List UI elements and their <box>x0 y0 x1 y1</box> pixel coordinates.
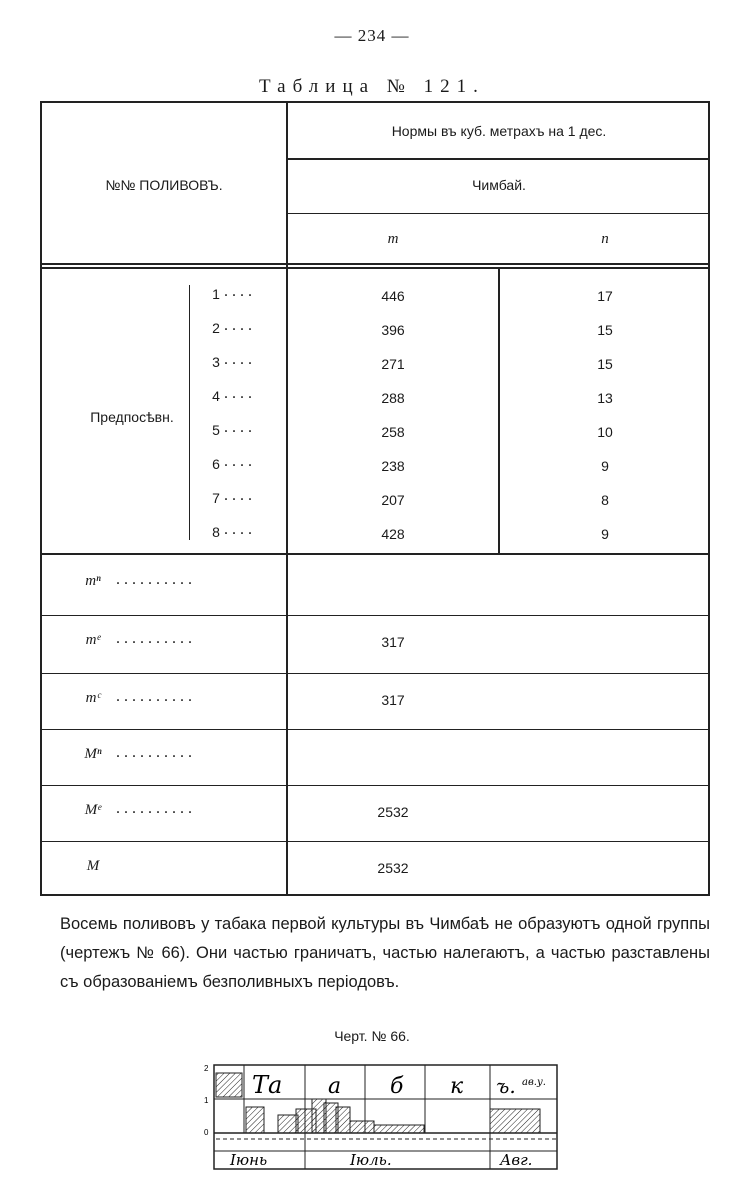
cell-m: 271 <box>381 356 405 372</box>
row-dots: .... <box>224 283 256 300</box>
summary-label: mᵉ <box>85 632 101 648</box>
month-label: Авг. <box>500 1151 533 1169</box>
summary-value: 2532 <box>377 804 409 820</box>
cell-n: 13 <box>597 390 613 406</box>
body-paragraph: Восемь поливовъ у табака первой культуры въ Чимбаѣ не образуютъ одной группы (чертежъ № 66). Они частью граничатъ, частью налегаютъ, а частью разставлены съ образованіемъ безполивныхъ періодовъ. <box>60 915 710 991</box>
summary-dots: .......... <box>116 688 196 705</box>
cell-m: 428 <box>381 526 405 542</box>
header-norms: Нормы въ куб. метрахъ на 1 дес. <box>391 123 607 139</box>
cell-n: 17 <box>597 288 613 304</box>
figure-hand-label: ав.у. <box>522 1077 546 1088</box>
cell-m: 258 <box>381 424 405 440</box>
header-col-m: m <box>387 231 399 247</box>
row-dots: .... <box>224 521 256 538</box>
figure-hand-label: б <box>390 1074 404 1099</box>
cell-n: 9 <box>601 526 609 542</box>
figure-hand-label: Та <box>252 1071 283 1099</box>
presowing-label: Предпосѣвн. <box>90 409 174 425</box>
irrigation-figure <box>200 1063 560 1173</box>
row-number: 6 <box>212 456 220 472</box>
irrigation-block <box>350 1121 374 1133</box>
brace-icon <box>189 285 196 540</box>
row-number: 2 <box>212 320 220 336</box>
cell-n: 15 <box>597 322 613 338</box>
summary-dots: .......... <box>116 630 196 647</box>
cell-m: 238 <box>381 458 405 474</box>
row-number: 8 <box>212 524 220 540</box>
page-number: — 234 — <box>334 26 410 45</box>
row-dots: .... <box>224 487 256 504</box>
data-table <box>40 101 710 896</box>
irrigation-block <box>216 1073 242 1097</box>
summary-dots: .......... <box>116 571 196 588</box>
cell-m: 207 <box>381 492 405 508</box>
summary-label: mᶜ <box>85 690 101 706</box>
row-dots: .... <box>224 419 256 436</box>
irrigation-block <box>336 1107 350 1133</box>
summary-dots: .......... <box>116 744 196 761</box>
summary-label: mⁿ <box>85 573 101 589</box>
row-number: 4 <box>212 388 220 404</box>
row-dots: .... <box>224 453 256 470</box>
irrigation-block <box>246 1107 264 1133</box>
summary-value: 317 <box>381 634 405 650</box>
cell-m: 288 <box>381 390 405 406</box>
cell-n: 8 <box>601 492 609 508</box>
axis-tick: 0 <box>204 1128 209 1137</box>
axis-tick: 1 <box>204 1096 209 1105</box>
summary-label: M <box>86 858 100 874</box>
month-label: Іюль. <box>350 1151 392 1169</box>
figure-hand-label: а <box>328 1074 342 1099</box>
summary-value: 2532 <box>377 860 409 876</box>
row-dots: .... <box>224 317 256 334</box>
baseline-strip <box>214 1133 557 1139</box>
cell-m: 446 <box>381 288 405 304</box>
row-dots: .... <box>224 351 256 368</box>
header-row-label: №№ ПОЛИВОВЪ. <box>105 177 223 193</box>
summary-dots: .......... <box>116 800 196 817</box>
cell-n: 9 <box>601 458 609 474</box>
row-number: 1 <box>212 286 220 302</box>
row-dots: .... <box>224 385 256 402</box>
summary-label: Mᵉ <box>84 802 102 818</box>
header-place: Чимбай. <box>472 177 526 193</box>
cell-m: 396 <box>381 322 405 338</box>
axis-tick: 2 <box>204 1064 209 1073</box>
row-number: 3 <box>212 354 220 370</box>
figure-caption: Черт. № 66. <box>334 1028 410 1044</box>
summary-value: 317 <box>381 692 405 708</box>
figure-hand-label: ъ. <box>496 1074 516 1098</box>
cell-n: 10 <box>597 424 613 440</box>
header-col-n: n <box>601 231 609 247</box>
figure-hand-label: к <box>450 1074 464 1099</box>
table-caption: Таблица № 121. <box>259 76 485 97</box>
irrigation-block <box>374 1125 424 1133</box>
row-number: 5 <box>212 422 220 438</box>
irrigation-block <box>278 1115 298 1133</box>
month-label: Іюнь <box>230 1151 268 1169</box>
row-number: 7 <box>212 490 220 506</box>
cell-n: 15 <box>597 356 613 372</box>
summary-label: Mⁿ <box>84 746 102 762</box>
irrigation-block <box>490 1109 540 1133</box>
